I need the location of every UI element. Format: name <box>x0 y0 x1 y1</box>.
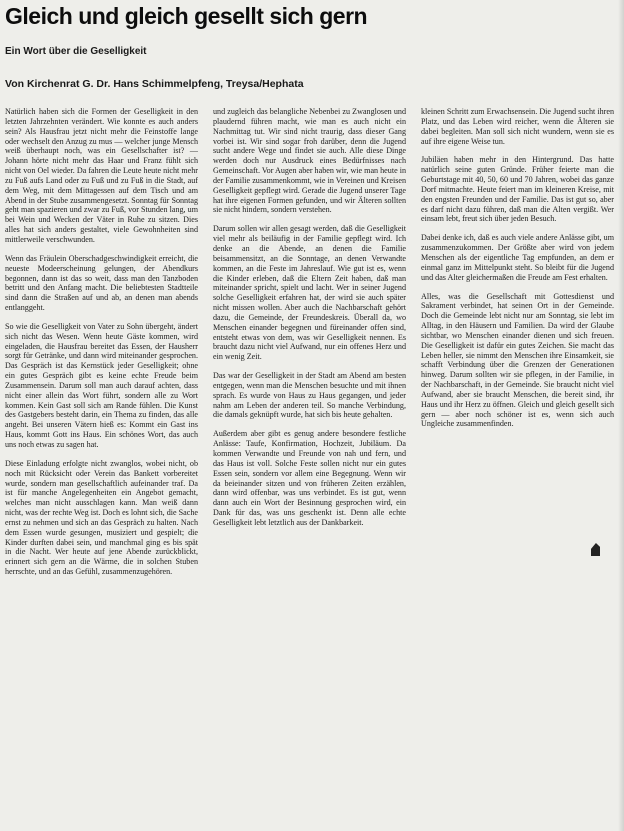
paragraph: und zugleich das belangliche Nebenbei zu Zwanglosen und plaudernd führen macht, wie man es auch nicht ein Nachmittag tut. Wir sind nicht traurig, dass dieser Gang vorbei ist. Wir sind sogar froh darüber, denn die Jugend sucht andere Wege und findet sie auch. Alle diese Dinge werden doch nur Ausdruck eines Bedürfnisses nach Gemeinschaft. Vor Augen aber haben wir, wie man heute in der Familie zusammenkommt, wie in Vereinen und Kreisen Geselligkeit gepflegt wird. Gerade die Jugend unserer Tage hat ihre eigenen Formen gefunden, und wir Älteren sollten sie nicht hindern, sondern verstehen. <box>213 107 406 215</box>
paragraph: Außerdem aber gibt es genug andere besondere festliche Anlässe: Taufe, Konfirmation, Hochzeit, Jubiläum. Da kommen Verwandte und Freunde von nah und fern, und das Haus ist voll. Solche Feste sollen nicht nur ein gutes Essen sein, sondern vor allem eine Begegnung. Wenn wir da beieinander sitzen und von früheren Zeiten erzählen, dann wird offenbar, was uns verbindet. Es ist gut, wenn dann auch ein Wort der Besinnung gesprochen wird, ein Dank für das, was uns geschenkt ist. Denn alle echte Geselligkeit lebt letztlich aus der Dankbarkeit. <box>213 429 406 527</box>
text-column-3 <box>421 107 614 825</box>
article-byline: Von Kirchenrat G. Dr. Hans Schimmelpfeng, Treysa/Hephata <box>5 78 304 90</box>
article-title: Gleich und gleich gesellt sich gern <box>5 3 368 29</box>
page-edge-shadow <box>618 0 624 831</box>
article-subtitle: Ein Wort über die Geselligkeit <box>5 46 147 57</box>
paragraph: Das war der Geselligkeit in der Stadt am Abend am besten entgegen, wenn man die Menschen besuchte und mit ihnen sprach. Es wurde von Haus zu Haus gegangen, und jeder nahm am Leben der anderen teil. So manche Verbindung, die damals geknüpft wurde, hat sich bis heute gehalten. <box>213 371 406 420</box>
paragraph: kleinen Schritt zum Erwachsensein. Die Jugend sucht ihren Platz, und das Leben wird reicher, wenn die Älteren sie dabei begleiten. Man soll sich nicht wundern, wenn sie es auf ihre eigene Weise tun. <box>421 107 614 146</box>
paragraph: Darum sollen wir allen gesagt werden, daß die Geselligkeit viel mehr als beiläufig in der Familie gepflegt wird. Ich denke an die Abende, an denen die Familie beisammensitzt, an die Sonntage, an denen Verwandte kommen, an die Feste im Jahreslauf. Wie gut ist es, wenn die Kinder erleben, daß die Eltern Zeit haben, daß man miteinander spricht, spielt und lacht. Wer in seiner Jugend solche Geselligkeit erfahren hat, der wird sie auch später nicht missen wollen. Aber auch die Nachbarschaft gehört dazu, die Gemeinde, der Freundeskreis. Überall da, wo Menschen einander begegnen und füreinander offen sind, entsteht etwas von dem, was wir Geselligkeit nennen. Es braucht dazu nicht viel Aufwand, nur ein offenes Herz und ein wenig Zeit. <box>213 224 406 362</box>
paragraph: Diese Einladung erfolgte nicht zwanglos, wobei nicht, ob noch mit Rücksicht oder Verein das Bankett vorbereitet wurde, sondern man gesellschaftlich aufeinander traf. Da ist für manche Angelegenheiten ein Angebot gemacht, welches man nicht ausschlagen kann. Man weiß dann nicht, was der rechte Weg ist. Doch es lohnt sich, die Sache ernst zu nehmen und sich an das Gespräch zu halten. Nach dem Essen wurde gesungen, musiziert und gespielt; die Kinder durften dabei sein, und manchmal ging es bis spät in die Nacht. Wer heute auf jene Abende zurückblickt, erinnert sich gern an die Wärme, die in solchen Stuben herrschte, und an das Gefühl, zusammenzugehören. <box>5 458 198 577</box>
text-column-1 <box>5 107 198 825</box>
paragraph: Alles, was die Gesellschaft mit Gottesdienst und Sakrament verbindet, hat seinen Ort in der Gemeinde. Doch die Gemeinde lebt nicht nur am Sonntag, sie lebt im Alltag, in den Häusern und Familien. Da wird der Glaube sichtbar, wo Menschen einander dienen und sich freuen. Die Geselligkeit ist dafür ein gutes Zeichen. Sie macht das Leben heller, sie nimmt den Menschen ihre Einsamkeit, sie schafft Verbindung über die Grenzen der Generationen hinweg. Darum sollten wir sie pflegen, in der Familie, in der Nachbarschaft, in der Gemeinde. Sie braucht nicht viel Aufwand, aber sie braucht Menschen, die bereit sind, ihr Haus und ihr Herz zu öffnen. Gleich und gleich gesellt sich gern — aber noch schöner ist es, wenn sich auch Ungleiche zusammenfinden. <box>421 291 614 429</box>
paragraph: Dabei denke ich, daß es auch viele andere Anlässe gibt, um zusammenzukommen. Der Größte aber wird von jedem Menschen als der eigentliche Tag empfunden, an dem er einmal ganz im Mittelpunkt steht. So bleibt für die Jugend und das Alter gleichermaßen die Freude am Fest erhalten. <box>421 233 614 282</box>
paragraph: Natürlich haben sich die Formen der Geselligkeit in den letzten Jahrzehnten verändert. Wie konnte es auch anders sein? Als Hausfrau jetzt nicht mehr die Feinstoffe lange oder wechselt den Anzug zu mus — welcher junge Mensch weiß überhaupt noch, was ein Gesellschafter ist? — Johann hörte nicht mehr das Haar und Franz fühlt sich nicht von Oel wieder. Da fahren die Leute heute nicht mehr zu Fuß aufs Land oder zu Fuß und zu Fuß in die Stadt, auf dem Weg, mit dem Mittagessen auf dem Tisch und am Abend in der Stube zusammengesetzt. Sonntag für Sonntag geht man spazieren und zwar zu Fuß, vor Stunden lang, um bei Wein und Wecken der Väter in Ruhe zu sitzen. Dies alles hat sich anders gestaltet, viele Gewohnheiten sind mittlerweile verschwunden. <box>5 107 198 244</box>
paragraph: So wie die Geselligkeit von Vater zu Sohn übergeht, ändert sich nicht das Wesen. Wenn heute Gäste kommen, wird eingeladen, die Hausfrau bereitet das Essen, der Hausherr sorgt für Getränke, und dann wird miteinander gesprochen. Das Gespräch ist das Kernstück jeder Geselligkeit; ohne ein gutes Gespräch gibt es keine echte Freude beim Zusammensein. Darum soll man auch darauf achten, dass nicht einer allein das Wort führt, sondern alle zu Wort kommen. Kein Gast soll sich am Rande fühlen. Die Kunst des Gastgebers besteht darin, ein Thema zu finden, das alle angeht. Bei unseren Vätern hieß es: Kommt ein Gast ins Haus, kommt Gott ins Haus. Ein schönes Wort, das auch uns noch etwas zu sagen hat. <box>5 321 198 449</box>
paragraph: Wenn das Fräulein Oberschadgeschwindigkeit erreicht, die neueste Modeerscheinung gelungen, der Abendkurs begonnen, dann ist das so weit, dass man den Tanzboden betritt und den Anfang macht. Die beliebtesten Stadtteile sind dann die Straßen auf und ab, an denen man abends entlanggeht. <box>5 253 198 313</box>
text-column-2 <box>213 107 406 825</box>
paragraph: Jubiläen haben mehr in den Hintergrund. Das hatte natürlich seine guten Gründe. Früher feierte man die Geburtstage mit 40, 50, 60 und 70 Jahren, wobei das ganze Dorf mitmachte. Heute feiert man im kleineren Kreise, mit den engsten Freunden und der Familie. Das ist gut so, aber es darf nicht dazu führen, daß man die Alten vergißt. Wer einsam lebt, freut sich über jeden Besuch. <box>421 155 614 224</box>
